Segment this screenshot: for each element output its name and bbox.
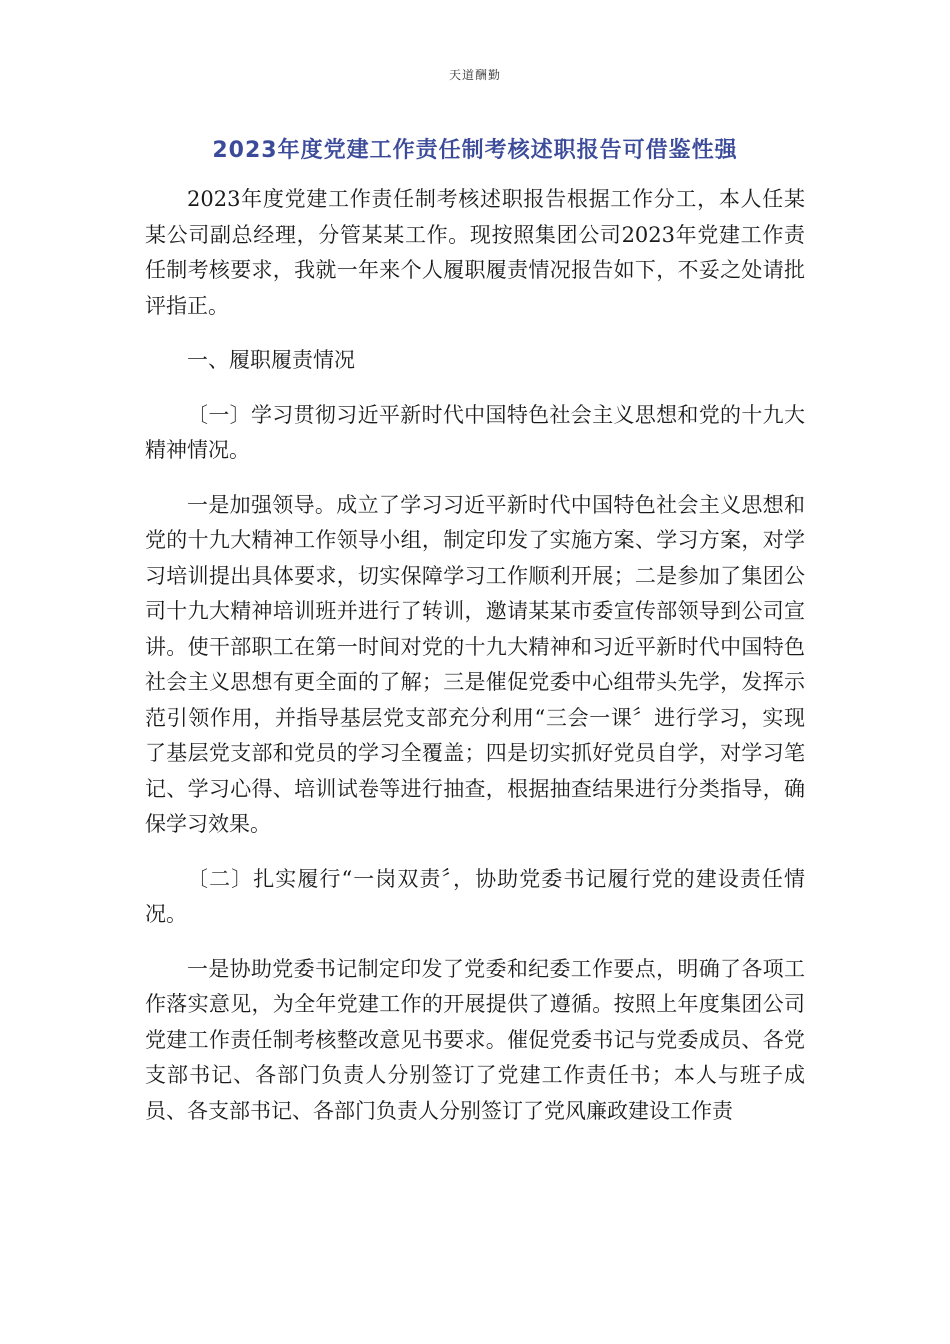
document-body — [145, 182, 805, 1129]
header-mark: 天道酬勤 — [448, 68, 501, 82]
subsection-heading-1: 〔一〕学习贯彻习近平新时代中国特色社会主义思想和党的十九大精神情况。 — [145, 402, 805, 462]
paragraph-responsibility: 一是协助党委书记制定印发了党委和纪委工作要点，明确了各项工作落实意见，为全年党建工作的开展提供了遵循。按照上年度集团公司党建工作责任制考核整改意见书要求。催促党委书记与党委成员、各党支部书记、各部门负责人分别签订了党建工作责任书；本人与班子成员、各支部书记、各部门负责人分别签订了党风廉政建设工作责 — [145, 956, 805, 1123]
subsection-heading-2: 〔二〕扎实履行“一岗双责〞，协助党委书记履行党的建设责任情况。 — [145, 866, 805, 926]
document-title: 2023年度党建工作责任制考核述职报告可借鉴性强 — [212, 138, 738, 163]
section-heading-1: 一、履职履责情况 — [187, 348, 355, 372]
paragraph-study: 一是加强领导。成立了学习习近平新时代中国特色社会主义思想和党的十九大精神工作领导小组，制定印发了实施方案、学习方案，对学习培训提出具体要求，切实保障学习工作顺利开展；二是参加了集团公司十九大精神培训班并进行了转训，邀请某某市委宣传部领导到公司宣讲。使干部职工在第一时间对党的十九大精神和习近平新时代中国特色社会主义思想有更全面的了解；三是催促党委中心组带头先学，发挥示范引领作用，并指导基层党支部充分利用“三会一课〞进行学习，实现了基层党支部和党员的学习全覆盖；四是切实抓好党员自学，对学习笔记、学习心得、培训试卷等进行抽查，根据抽查结果进行分类指导，确保学习效果。 — [145, 492, 805, 836]
paragraph-intro: 2023年度党建工作责任制考核述职报告根据工作分工，本人任某某公司副总经理，分管某某工作。现按照集团公司2023年党建工作责任制考核要求，我就一年来个人履职履责情况报告如下，不妥之处请批评指正。 — [145, 187, 805, 318]
